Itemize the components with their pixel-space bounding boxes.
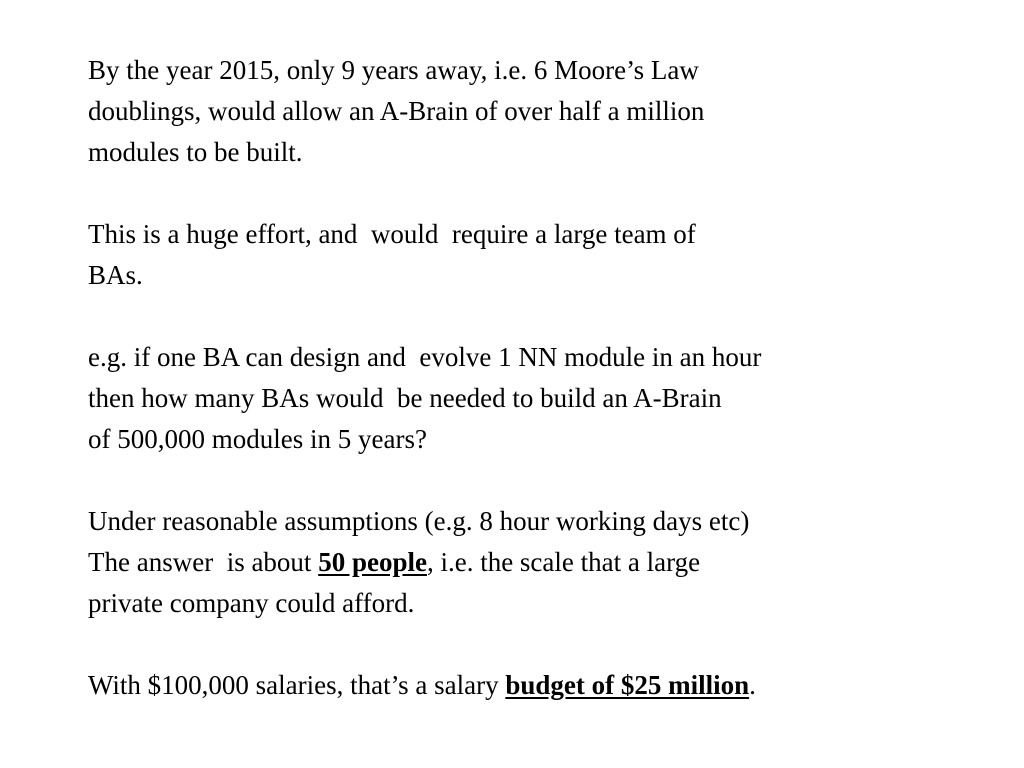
emphasis-budget: budget of $25 million <box>505 670 750 700</box>
text-line: This is a huge effort, and would require a large team of <box>88 219 696 249</box>
text-line-budget <box>88 665 988 706</box>
paragraph-moores-law <box>88 50 988 173</box>
answer-prefix: The answer is about <box>88 547 319 577</box>
text-line: By the year 2015, only 9 years away, i.e. 6 Moore’s Law <box>88 55 699 85</box>
text-line: e.g. if one BA can design and evolve 1 NN module in an hour <box>88 342 762 372</box>
paragraph-huge-effort <box>88 214 988 296</box>
paragraph-question <box>88 337 988 460</box>
text-line: modules to be built. <box>88 137 303 167</box>
budget-suffix: . <box>749 670 756 700</box>
text-line-answer <box>88 542 988 583</box>
text-line: Under reasonable assumptions (e.g. 8 hour working days etc) <box>88 506 750 536</box>
slide-body <box>88 50 988 706</box>
text-line: private company could afford. <box>88 588 415 618</box>
answer-suffix: , i.e. the scale that a large <box>426 547 701 577</box>
budget-prefix: With $100,000 salaries, that’s a salary <box>88 670 506 700</box>
text-line: of 500,000 modules in 5 years? <box>88 424 427 454</box>
emphasis-50-people: 50 people <box>318 547 427 577</box>
text-line: doublings, would allow an A-Brain of over half a million <box>88 96 705 126</box>
text-line: then how many BAs would be needed to build an A-Brain <box>88 383 722 413</box>
paragraph-answer <box>88 501 988 624</box>
paragraph-budget <box>88 665 988 706</box>
text-line: BAs. <box>88 260 143 290</box>
